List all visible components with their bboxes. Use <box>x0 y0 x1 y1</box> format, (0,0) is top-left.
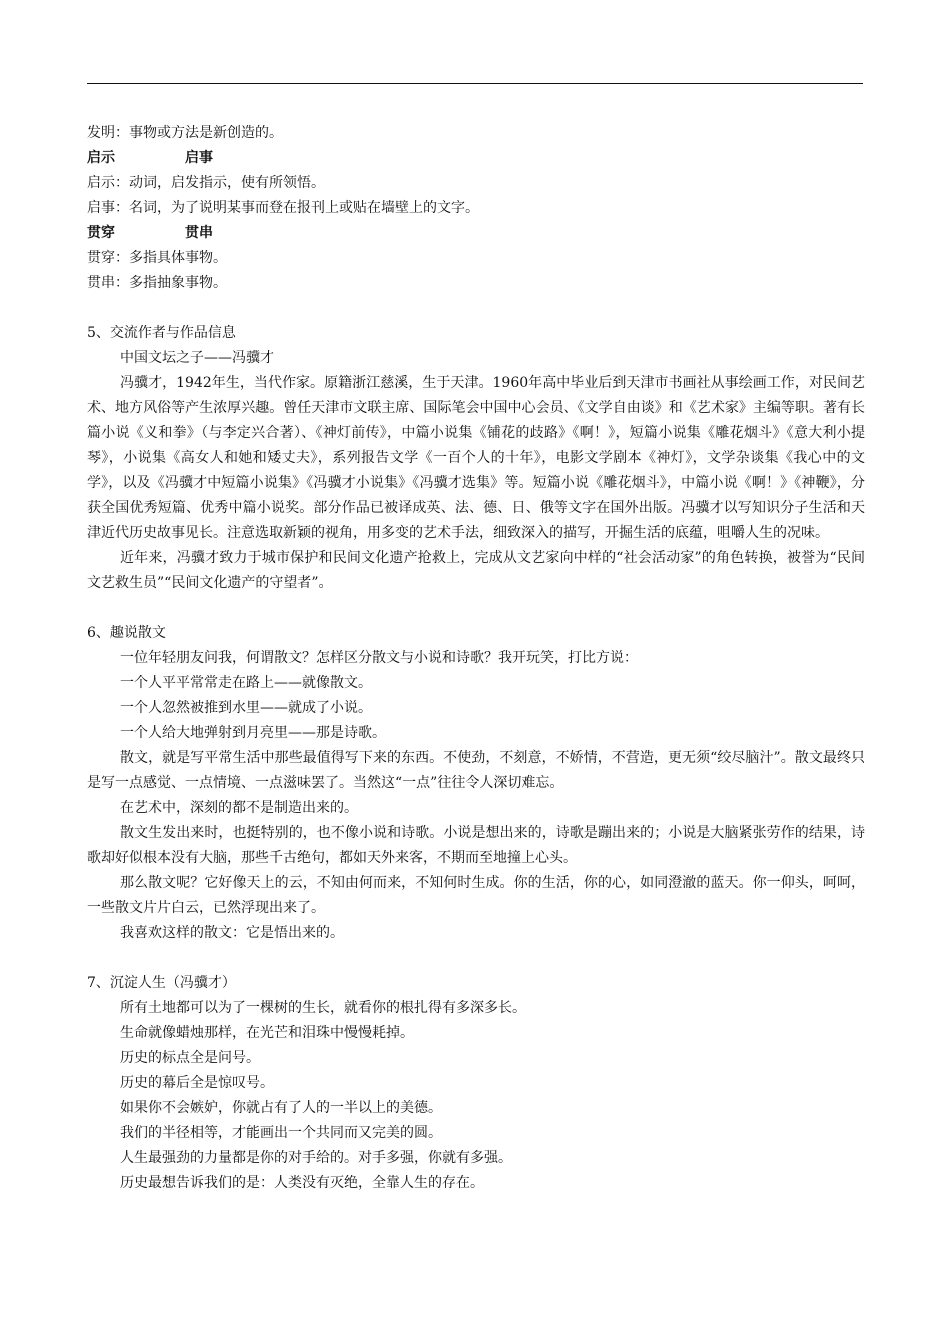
section-subtitle: 中国文坛之子——冯骥才 <box>120 350 274 366</box>
text-line: 在艺术中，深刻的都不是制造出来的。 <box>120 800 358 816</box>
document-body <box>87 121 865 1196</box>
aphorism-line: 生命就像蜡烛那样，在光芒和泪珠中慢慢耗掉。 <box>120 1025 414 1041</box>
definition-line: 贯串：多指抽象事物。 <box>87 275 227 291</box>
text-line: 一位年轻朋友问我，何谓散文？怎样区分散文与小说和诗歌？我开玩笑，打比方说： <box>120 650 638 666</box>
section-heading: 5、交流作者与作品信息 <box>87 325 236 341</box>
paragraph: 那么散文呢？它好像天上的云，不知由何而来，不知何时生成。你的生活，你的心，如同澄澈的蓝天。你一仰头，呵呵，一些散文片片白云，已然浮现出来了。 <box>87 875 865 916</box>
word-a: 启示 <box>87 150 115 166</box>
aphorism-line: 历史的幕后全是惊叹号。 <box>120 1075 274 1091</box>
paragraph: 散文，就是写平常生活中那些最值得写下来的东西。不使劲，不刻意，不娇情，不营造，更无须“绞尽脑汁”。散文最终只是写一点感觉、一点情境、一点滋味罢了。当然这“一点”往往令人深切难忘。 <box>87 750 865 791</box>
word-a: 贯穿 <box>87 225 115 241</box>
text-line: 我喜欢这样的散文：它是悟出来的。 <box>120 925 344 941</box>
aphorism-line: 历史最想告诉我们的是：人类没有灭绝，全靠人生的存在。 <box>120 1175 484 1191</box>
aphorism-line: 所有土地都可以为了一棵树的生长，就看你的根扎得有多深多长。 <box>120 1000 526 1016</box>
word-b: 启事 <box>185 150 213 166</box>
aphorism-line: 人生最强劲的力量都是你的对手给的。对手多强，你就有多强。 <box>120 1150 512 1166</box>
paragraph: 散文生发出来时，也挺特别的，也不像小说和诗歌。小说是想出来的，诗歌是蹦出来的；小说是大脑紧张劳作的结果，诗歌却好似根本没有大脑，那些千古绝句，都如天外来客，不期而至地撞上心头。 <box>87 825 865 866</box>
definition-line: 启示：动词，启发指示，使有所领悟。 <box>87 175 325 191</box>
paragraph: 近年来，冯骥才致力于城市保护和民间文化遗产抢救上，完成从文艺家向中样的“社会活动家”的角色转换，被誉为“民间文艺救生员”“民间文化遗产的守望者”。 <box>87 550 865 591</box>
definition-line: 启事：名词，为了说明某事而登在报刊上或贴在墙壁上的文字。 <box>87 200 479 216</box>
text-line: 一个人忽然被推到水里——就成了小说。 <box>120 700 372 716</box>
paragraph: 冯骥才，1942年生，当代作家。原籍浙江慈溪，生于天津。1960年高中毕业后到天津市书画社从事绘画工作，对民间艺术、地方风俗等产生浓厚兴趣。曾任天津市文联主席、国际笔会中国中心会员、《文学自由谈》和《艺术家》主编等职。著有长篇小说《义和拳》（与李定兴合著）、《神灯前传》，中篇小说集《铺花的歧路》《啊！》，短篇小说集《雕花烟斗》《意大利小提琴》，小说集《高女人和她和矮丈夫》，系列报告文学《一百个人的十年》，电影文学剧本《神灯》，文学杂谈集《我心中的文学》，以及《冯骥才中短篇小说集》《冯骥才小说集》《冯骥才选集》等。短篇小说《雕花烟斗》，中篇小说《啊！》《神鞭》，分获全国优秀短篇、优秀中篇小说奖。部分作品已被译成英、法、德、日、俄等文字在国外出版。冯骥才以写知识分子生活和天津近代历史故事见长。注意选取新颖的视角，用多变的艺术手法，细致深入的描写，开掘生活的底蕴，咀嚼人生的况味。 <box>87 375 865 541</box>
header-rule <box>87 83 863 84</box>
definition-faming: 发明：事物或方法是新创造的。 <box>87 125 283 141</box>
text-line: 一个人给大地弹射到月亮里——那是诗歌。 <box>120 725 386 741</box>
aphorism-line: 历史的标点全是问号。 <box>120 1050 260 1066</box>
word-b: 贯串 <box>185 225 213 241</box>
text-line: 一个人平平常常走在路上——就像散文。 <box>120 675 372 691</box>
word-pair-heading <box>87 221 865 246</box>
word-pair-heading <box>87 146 865 171</box>
aphorism-line: 我们的半径相等，才能画出一个共同而又完美的圆。 <box>120 1125 442 1141</box>
section-heading: 6、趣说散文 <box>87 625 166 641</box>
definition-line: 贯穿：多指具体事物。 <box>87 250 227 266</box>
aphorism-line: 如果你不会嫉妒，你就占有了人的一半以上的美德。 <box>120 1100 442 1116</box>
section-heading: 7、沉淀人生（冯骥才） <box>87 975 236 991</box>
